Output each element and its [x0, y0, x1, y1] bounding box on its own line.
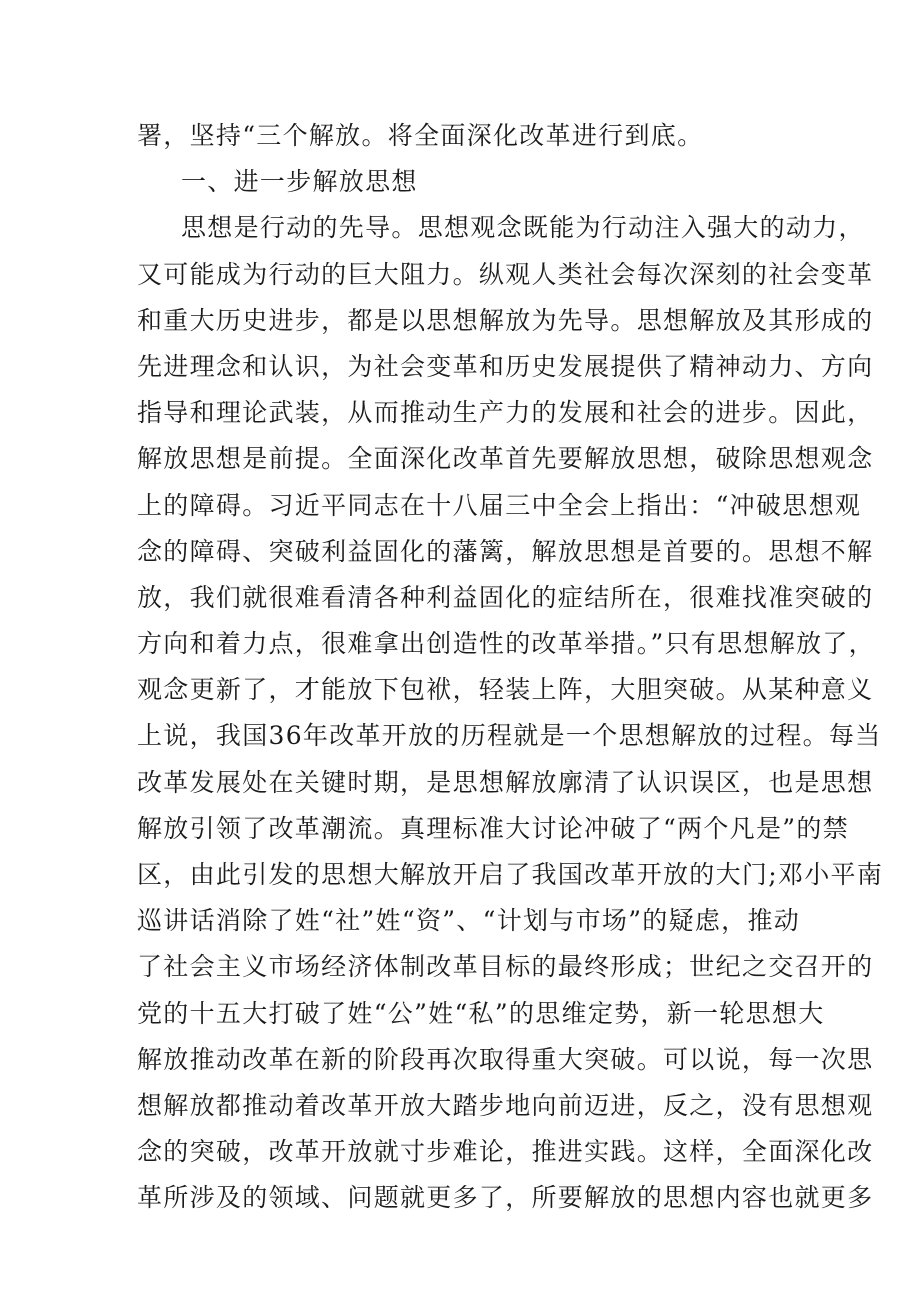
paragraph-line: 区，由此引发的思想大解放开启了我国改革开放的大门;邓小平南	[137, 860, 884, 889]
document-body	[137, 113, 884, 1222]
paragraph-line: 放，我们就很难看清各种利益固化的症结所在，很难找准突破的	[137, 582, 874, 612]
paragraph-line: 念的突破，改革开放就寸步难论，推进实践。这样，全面深化改	[137, 1137, 874, 1167]
paragraph-line: 想解放都推动着改革开放大踏步地向前迈进，反之，没有思想观	[137, 1090, 874, 1120]
paragraph-line: 解放引领了改革潮流。真理标准大讨论冲破了“两个凡是”的禁	[137, 813, 849, 843]
paragraph-line: 上说，我国36年改革开放的历程就是一个思想解放的过程。每当	[137, 721, 882, 751]
paragraph-line: 署，坚持“三个解放。将全面深化改革进行到底。	[137, 121, 704, 150]
paragraph-line: 改革发展处在关键时期，是思想解放廓清了认识误区，也是思想	[137, 767, 874, 797]
paragraph-line: 又可能成为行动的巨大阻力。纵观人类社会每次深刻的社会变革	[137, 259, 874, 289]
paragraph-line: 思想是行动的先导。思想观念既能为行动注入强大的动力，	[181, 213, 865, 243]
paragraph-line: 革所涉及的领域、问题就更多了，所要解放的思想内容也就更多	[137, 1183, 874, 1213]
paragraph-line: 观念更新了，才能放下包袱，轻装上阵，大胆突破。从某种意义	[137, 675, 874, 705]
paragraph-line: 上的障碍。习近平同志在十八届三中全会上指出：“冲破思想观	[137, 490, 862, 520]
section-heading: 一、进一步解放思想	[181, 167, 418, 197]
paragraph-line: 解放推动改革在新的阶段再次取得重大突破。可以说，每一次思	[137, 1044, 874, 1074]
paragraph-line: 先进理念和认识，为社会变革和历史发展提供了精神动力、方向	[137, 351, 874, 381]
paragraph-line: 念的障碍、突破利益固化的藩篱，解放思想是首要的。思想不解	[137, 536, 874, 566]
paragraph-line: 指导和理论武装，从而推动生产力的发展和社会的进步。因此，	[137, 398, 874, 428]
paragraph-line: 方向和着力点，很难拿出创造性的改革举措。”只有思想解放了，	[137, 629, 875, 659]
paragraph-line: 了社会主义市场经济体制改革目标的最终形成；世纪之交召开的	[137, 952, 874, 982]
paragraph-line: 党的十五大打破了姓“公”姓“私”的思维定势，新一轮思想大	[137, 998, 825, 1028]
paragraph-line: 和重大历史进步，都是以思想解放为先导。思想解放及其形成的	[137, 305, 874, 335]
paragraph-line: 解放思想是前提。全面深化改革首先要解放思想，破除思想观念	[137, 444, 874, 474]
paragraph-line: 巡讲话消除了姓“社”姓“资”、“计划与市场”的疑虑，推动	[137, 906, 801, 936]
